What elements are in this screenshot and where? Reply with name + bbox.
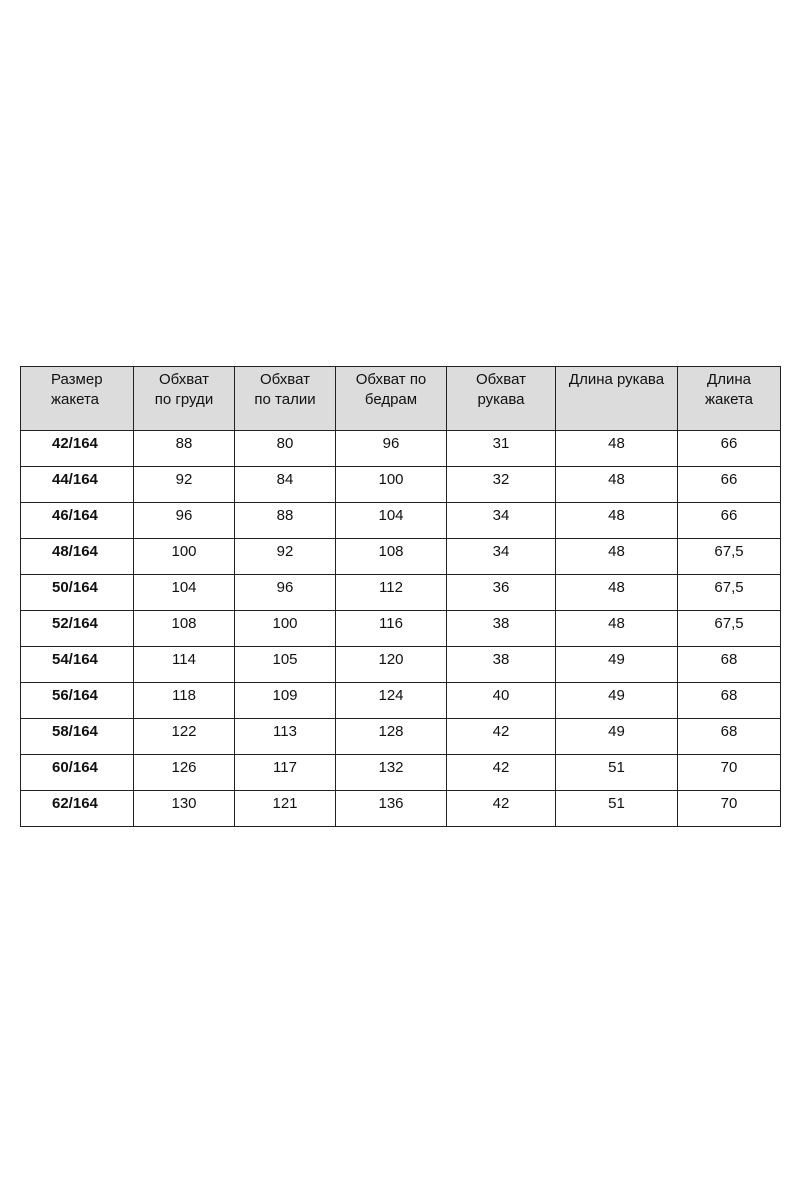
cell-sleeve-length: 48 bbox=[556, 539, 678, 575]
cell-size: 60/164 bbox=[21, 755, 134, 791]
table-row bbox=[21, 467, 781, 503]
cell-sleeve-length: 51 bbox=[556, 755, 678, 791]
cell-chest: 104 bbox=[134, 575, 235, 611]
header-sleeve-length: Длина рукава bbox=[556, 367, 678, 431]
cell-sleeve-length: 49 bbox=[556, 683, 678, 719]
cell-waist: 105 bbox=[235, 647, 336, 683]
cell-chest: 126 bbox=[134, 755, 235, 791]
cell-waist: 117 bbox=[235, 755, 336, 791]
cell-size: 58/164 bbox=[21, 719, 134, 755]
cell-chest: 130 bbox=[134, 791, 235, 827]
cell-chest: 100 bbox=[134, 539, 235, 575]
cell-size: 48/164 bbox=[21, 539, 134, 575]
cell-sleeve-length: 48 bbox=[556, 431, 678, 467]
table-header-row bbox=[21, 367, 781, 431]
cell-chest: 122 bbox=[134, 719, 235, 755]
cell-sleeve-length: 48 bbox=[556, 611, 678, 647]
table-row bbox=[21, 539, 781, 575]
cell-jacket-length: 68 bbox=[678, 719, 781, 755]
cell-size: 52/164 bbox=[21, 611, 134, 647]
cell-jacket-length: 67,5 bbox=[678, 611, 781, 647]
cell-jacket-length: 67,5 bbox=[678, 575, 781, 611]
cell-jacket-length: 68 bbox=[678, 647, 781, 683]
cell-sleeve-girth: 32 bbox=[447, 467, 556, 503]
table-row bbox=[21, 575, 781, 611]
cell-waist: 88 bbox=[235, 503, 336, 539]
cell-jacket-length: 68 bbox=[678, 683, 781, 719]
cell-waist: 121 bbox=[235, 791, 336, 827]
cell-hips: 108 bbox=[336, 539, 447, 575]
table-row bbox=[21, 431, 781, 467]
cell-chest: 108 bbox=[134, 611, 235, 647]
cell-chest: 92 bbox=[134, 467, 235, 503]
cell-size: 50/164 bbox=[21, 575, 134, 611]
cell-jacket-length: 66 bbox=[678, 431, 781, 467]
cell-waist: 80 bbox=[235, 431, 336, 467]
cell-jacket-length: 67,5 bbox=[678, 539, 781, 575]
cell-sleeve-girth: 40 bbox=[447, 683, 556, 719]
cell-waist: 96 bbox=[235, 575, 336, 611]
cell-sleeve-girth: 42 bbox=[447, 755, 556, 791]
size-chart-table bbox=[20, 366, 781, 827]
cell-size: 54/164 bbox=[21, 647, 134, 683]
cell-hips: 112 bbox=[336, 575, 447, 611]
table-row bbox=[21, 719, 781, 755]
cell-chest: 96 bbox=[134, 503, 235, 539]
cell-hips: 124 bbox=[336, 683, 447, 719]
cell-size: 44/164 bbox=[21, 467, 134, 503]
table-row bbox=[21, 791, 781, 827]
cell-waist: 113 bbox=[235, 719, 336, 755]
cell-sleeve-girth: 38 bbox=[447, 611, 556, 647]
cell-sleeve-girth: 42 bbox=[447, 791, 556, 827]
table-row bbox=[21, 755, 781, 791]
cell-size: 62/164 bbox=[21, 791, 134, 827]
cell-sleeve-length: 51 bbox=[556, 791, 678, 827]
header-jacket-length: Длина жакета bbox=[678, 367, 781, 431]
cell-hips: 128 bbox=[336, 719, 447, 755]
cell-hips: 116 bbox=[336, 611, 447, 647]
table-row bbox=[21, 647, 781, 683]
cell-waist: 109 bbox=[235, 683, 336, 719]
cell-size: 42/164 bbox=[21, 431, 134, 467]
cell-sleeve-length: 48 bbox=[556, 575, 678, 611]
header-waist: Обхват по талии bbox=[235, 367, 336, 431]
cell-jacket-length: 66 bbox=[678, 503, 781, 539]
cell-sleeve-girth: 34 bbox=[447, 503, 556, 539]
header-hips: Обхват по бедрам bbox=[336, 367, 447, 431]
header-sleeve-girth: Обхват рукава bbox=[447, 367, 556, 431]
cell-sleeve-length: 48 bbox=[556, 467, 678, 503]
cell-hips: 136 bbox=[336, 791, 447, 827]
cell-hips: 100 bbox=[336, 467, 447, 503]
cell-chest: 88 bbox=[134, 431, 235, 467]
cell-size: 56/164 bbox=[21, 683, 134, 719]
cell-jacket-length: 66 bbox=[678, 467, 781, 503]
table-row bbox=[21, 611, 781, 647]
cell-waist: 84 bbox=[235, 467, 336, 503]
cell-jacket-length: 70 bbox=[678, 755, 781, 791]
table-row bbox=[21, 683, 781, 719]
header-chest: Обхват по груди bbox=[134, 367, 235, 431]
cell-sleeve-girth: 31 bbox=[447, 431, 556, 467]
cell-waist: 92 bbox=[235, 539, 336, 575]
table-body bbox=[21, 431, 781, 827]
cell-hips: 120 bbox=[336, 647, 447, 683]
cell-hips: 96 bbox=[336, 431, 447, 467]
cell-hips: 104 bbox=[336, 503, 447, 539]
cell-sleeve-length: 48 bbox=[556, 503, 678, 539]
header-size: Размер жакета bbox=[21, 367, 134, 431]
cell-sleeve-length: 49 bbox=[556, 719, 678, 755]
cell-jacket-length: 70 bbox=[678, 791, 781, 827]
cell-hips: 132 bbox=[336, 755, 447, 791]
cell-waist: 100 bbox=[235, 611, 336, 647]
cell-chest: 114 bbox=[134, 647, 235, 683]
cell-sleeve-girth: 36 bbox=[447, 575, 556, 611]
cell-chest: 118 bbox=[134, 683, 235, 719]
cell-sleeve-girth: 38 bbox=[447, 647, 556, 683]
cell-sleeve-girth: 34 bbox=[447, 539, 556, 575]
cell-size: 46/164 bbox=[21, 503, 134, 539]
table-row bbox=[21, 503, 781, 539]
cell-sleeve-girth: 42 bbox=[447, 719, 556, 755]
cell-sleeve-length: 49 bbox=[556, 647, 678, 683]
